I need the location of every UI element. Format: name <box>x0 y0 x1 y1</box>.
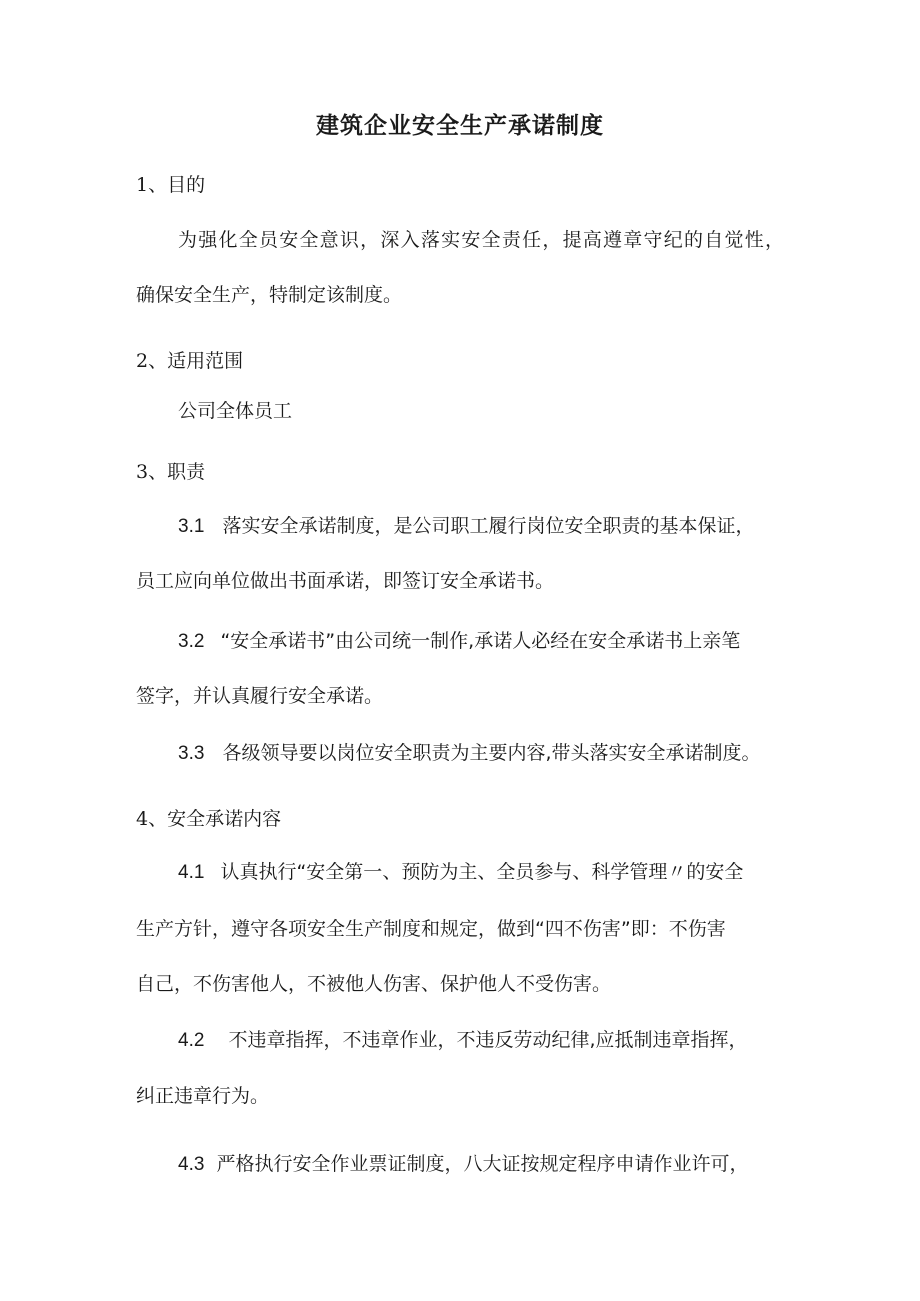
paragraph-line: 确保安全生产，特制定该制度。 <box>136 284 403 306</box>
section-heading-purpose: 1、目的 <box>136 174 206 196</box>
paragraph-line: 为强化全员安全意识，深入落实安全责任，提高遵章守纪的自觉性， <box>178 229 784 251</box>
clause-line: 落实安全承诺制度，是公司职工履行岗位安全职责的基本保证， <box>222 515 755 537</box>
clause-3-1 <box>178 517 784 536</box>
clause-number: 4.1 <box>178 862 205 883</box>
clause-line: 纠正违章行为。 <box>136 1085 270 1107</box>
section-heading-commitments: 4、安全承诺内容 <box>136 808 282 830</box>
clause-number: 4.2 <box>178 1030 205 1051</box>
clause-4-3 <box>178 1155 784 1174</box>
clause-line: 严格执行安全作业票证制度，八大证按规定程序申请作业许可， <box>216 1153 749 1175</box>
clause-line: 生产方针，遵守各项安全生产制度和规定，做到“四不伤害”即：不伤害 <box>136 918 726 940</box>
clause-line: 员工应向单位做出书面承诺，即签订安全承诺书。 <box>136 570 555 592</box>
clause-4-1 <box>178 863 784 882</box>
clause-line: 认真执行“安全第一、预防为主、全员参与、科学管理〃的安全 <box>220 861 744 883</box>
clause-line: “安全承诺书”由公司统一制作,承诺人必经在安全承诺书上亲笔 <box>220 630 741 652</box>
clause-3-2 <box>178 632 784 651</box>
clause-number: 3.2 <box>178 631 205 652</box>
clause-number: 3.3 <box>178 743 205 764</box>
clause-4-2 <box>178 1031 784 1050</box>
clause-3-3 <box>178 744 784 763</box>
clause-line: 不违章指挥，不违章作业，不违反劳动纪律,应抵制违章指挥， <box>228 1029 748 1051</box>
paragraph-line: 公司全体员工 <box>178 400 293 422</box>
clause-line: 自己，不伤害他人，不被他人伤害、保护他人不受伤害。 <box>136 973 612 995</box>
clause-line: 各级领导要以岗位安全职责为主要内容,带头落实安全承诺制度。 <box>222 742 761 764</box>
clause-number: 3.1 <box>178 516 205 537</box>
document-title: 建筑企业安全生产承诺制度 <box>316 112 604 139</box>
section-heading-responsibilities: 3、职责 <box>136 461 206 483</box>
clause-line: 签字，并认真履行安全承诺。 <box>136 685 384 707</box>
clause-number: 4.3 <box>178 1154 205 1175</box>
section-heading-scope: 2、适用范围 <box>136 350 244 372</box>
